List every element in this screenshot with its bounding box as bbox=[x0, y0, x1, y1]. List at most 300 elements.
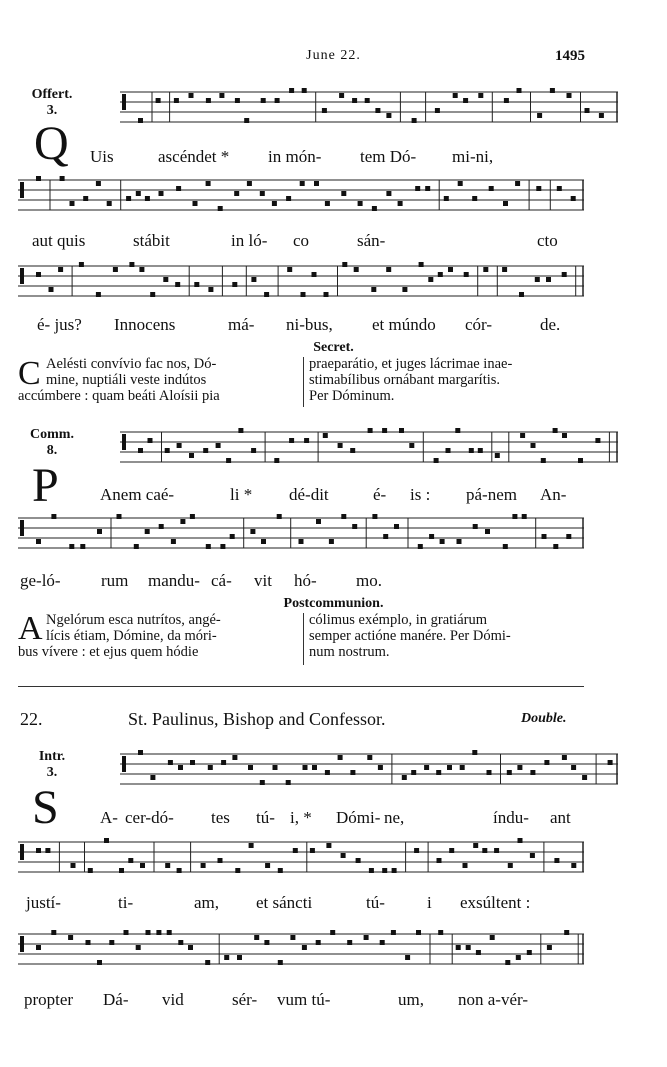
neume bbox=[124, 930, 129, 935]
neume bbox=[329, 539, 334, 544]
neume bbox=[69, 544, 74, 549]
column-divider bbox=[303, 357, 304, 407]
drop-cap-q: Q bbox=[34, 117, 69, 170]
neume bbox=[517, 765, 522, 770]
neume bbox=[402, 775, 407, 780]
neume bbox=[261, 539, 266, 544]
neume bbox=[86, 940, 91, 945]
neume bbox=[278, 868, 283, 873]
neume bbox=[289, 88, 294, 93]
clef-mark bbox=[20, 844, 24, 860]
lyric-syllable: exsúltent : bbox=[460, 893, 531, 912]
prose-line: mine, nuptiáli veste indútos bbox=[46, 372, 207, 388]
neume bbox=[244, 118, 249, 123]
postcommunion-heading: Postcommunion. bbox=[283, 596, 384, 611]
neume bbox=[156, 98, 161, 103]
prose-line: accúmbere : quam beáti Aloísii pia bbox=[18, 388, 220, 404]
neume bbox=[518, 838, 523, 843]
neume bbox=[201, 863, 206, 868]
communion-mode: 8. bbox=[46, 443, 58, 458]
neume bbox=[571, 863, 576, 868]
lyric-syllable: de. bbox=[540, 315, 561, 334]
neume bbox=[567, 93, 572, 98]
neume bbox=[537, 113, 542, 118]
neume bbox=[97, 529, 102, 534]
neume bbox=[562, 272, 567, 277]
neume bbox=[369, 868, 374, 873]
neume bbox=[237, 955, 242, 960]
chant-staff bbox=[18, 930, 584, 974]
neume bbox=[208, 765, 213, 770]
neume bbox=[398, 201, 403, 206]
neume bbox=[193, 201, 198, 206]
neume bbox=[448, 267, 453, 272]
neume bbox=[126, 196, 131, 201]
neume bbox=[36, 176, 41, 181]
drop-cap-c: C bbox=[18, 355, 41, 392]
lyric-syllable: sér- bbox=[232, 990, 258, 1009]
neume bbox=[51, 930, 56, 935]
neume bbox=[138, 448, 143, 453]
prose-line: lícis étiam, Dómine, da móri- bbox=[46, 628, 217, 644]
chant-staff bbox=[18, 176, 584, 220]
neume bbox=[409, 443, 414, 448]
lyric-syllable: co bbox=[293, 231, 310, 250]
lyric-syllable: in ló- bbox=[231, 231, 268, 250]
prose-line: Per Dóminum. bbox=[309, 388, 395, 404]
chant-staff bbox=[86, 428, 584, 472]
prose-line: bus vívere : et ejus quem hódie bbox=[18, 644, 199, 660]
neume bbox=[323, 433, 328, 438]
neume bbox=[368, 428, 373, 433]
neume bbox=[107, 201, 112, 206]
neume bbox=[424, 765, 429, 770]
neume bbox=[339, 93, 344, 98]
neume bbox=[527, 950, 532, 955]
neume bbox=[419, 262, 424, 267]
neume bbox=[136, 945, 141, 950]
neume bbox=[483, 267, 488, 272]
neume bbox=[447, 765, 452, 770]
neume bbox=[414, 848, 419, 853]
neume bbox=[274, 458, 279, 463]
neume bbox=[435, 108, 440, 113]
offertory-mode: 3. bbox=[46, 103, 58, 118]
neume bbox=[234, 191, 239, 196]
neume bbox=[411, 770, 416, 775]
neume bbox=[159, 191, 164, 196]
neume bbox=[251, 277, 256, 282]
prose-line: semper actióne manére. Per Dómi- bbox=[309, 628, 511, 644]
neume bbox=[494, 848, 499, 853]
lyric-syllable: ant bbox=[550, 808, 571, 827]
neume bbox=[358, 201, 363, 206]
neume bbox=[519, 292, 524, 297]
neume bbox=[502, 267, 507, 272]
neume bbox=[495, 453, 500, 458]
neume bbox=[582, 775, 587, 780]
neume bbox=[300, 181, 305, 186]
neume bbox=[165, 448, 170, 453]
neume bbox=[171, 539, 176, 544]
page-number: 1495 bbox=[555, 48, 585, 64]
neume bbox=[438, 272, 443, 277]
neume bbox=[325, 770, 330, 775]
neume bbox=[382, 428, 387, 433]
neume bbox=[557, 186, 562, 191]
staff-lines bbox=[86, 750, 652, 794]
neume bbox=[224, 955, 229, 960]
chant-staff bbox=[86, 88, 584, 132]
neume bbox=[489, 186, 494, 191]
lyric-syllable: pá-nem bbox=[466, 485, 517, 504]
neume bbox=[490, 935, 495, 940]
neume bbox=[438, 930, 443, 935]
neume bbox=[238, 428, 243, 433]
neume bbox=[325, 201, 330, 206]
neume bbox=[399, 428, 404, 433]
secret-heading: Secret. bbox=[313, 340, 354, 355]
lyric-syllable: má- bbox=[228, 315, 255, 334]
neume bbox=[472, 750, 477, 755]
neume bbox=[316, 519, 321, 524]
neume bbox=[503, 201, 508, 206]
neume bbox=[515, 181, 520, 186]
neume bbox=[531, 443, 536, 448]
lyric-syllable: et múndo bbox=[372, 315, 436, 334]
neume bbox=[70, 201, 75, 206]
communion-label: Comm. bbox=[30, 427, 74, 442]
lyric-syllable: mi-ni, bbox=[452, 147, 494, 166]
lyric-syllable: propter bbox=[24, 990, 74, 1009]
neume bbox=[487, 770, 492, 775]
neume bbox=[277, 514, 282, 519]
neume bbox=[206, 181, 211, 186]
prose-line: praeparátio, et juges lácrimae inae- bbox=[309, 356, 513, 372]
postcommunion-column-left bbox=[18, 612, 300, 660]
neume bbox=[221, 760, 226, 765]
neume bbox=[322, 108, 327, 113]
neume bbox=[473, 843, 478, 848]
chant-staff bbox=[18, 838, 584, 882]
neume bbox=[550, 88, 555, 93]
lyric-syllable: et sáncti bbox=[256, 893, 313, 912]
neume bbox=[286, 196, 291, 201]
neume bbox=[463, 863, 468, 868]
neume bbox=[367, 755, 372, 760]
neume bbox=[136, 191, 141, 196]
introit-label: Intr. bbox=[38, 749, 66, 764]
lyric-syllable: é- bbox=[373, 485, 387, 504]
neume bbox=[261, 98, 266, 103]
neume bbox=[472, 196, 477, 201]
neume bbox=[444, 196, 449, 201]
lyric-syllable: cto bbox=[537, 231, 558, 250]
neume bbox=[512, 514, 517, 519]
lyric-syllable: Dá- bbox=[103, 990, 129, 1009]
neume bbox=[330, 930, 335, 935]
neume bbox=[145, 529, 150, 534]
neume bbox=[140, 863, 145, 868]
neume bbox=[564, 930, 569, 935]
neume bbox=[391, 930, 396, 935]
neume bbox=[129, 262, 134, 267]
neume bbox=[36, 272, 41, 277]
lyric-syllable: vit bbox=[254, 571, 272, 590]
neume bbox=[138, 750, 143, 755]
neume bbox=[218, 858, 223, 863]
neume bbox=[341, 514, 346, 519]
lyric-syllable: tes bbox=[211, 808, 230, 827]
neume bbox=[247, 181, 252, 186]
neume bbox=[507, 770, 512, 775]
neume bbox=[418, 544, 423, 549]
neume bbox=[36, 539, 41, 544]
prose-line: stimabílibus ornábant margarítis. bbox=[309, 372, 501, 388]
neume bbox=[415, 186, 420, 191]
neume bbox=[516, 955, 521, 960]
neume bbox=[608, 760, 613, 765]
neume bbox=[303, 765, 308, 770]
neume bbox=[264, 292, 269, 297]
neume bbox=[520, 433, 525, 438]
neume bbox=[562, 433, 567, 438]
neume bbox=[138, 118, 143, 123]
lyric-syllable: vid bbox=[162, 990, 184, 1009]
neume bbox=[324, 292, 329, 297]
neume bbox=[218, 206, 223, 211]
neume bbox=[314, 181, 319, 186]
lyric-syllable: stábit bbox=[133, 231, 170, 250]
neume bbox=[428, 277, 433, 282]
neume bbox=[272, 201, 277, 206]
neume bbox=[203, 448, 208, 453]
neume bbox=[446, 448, 451, 453]
neume bbox=[299, 539, 304, 544]
drop-cap-a: A bbox=[18, 610, 43, 647]
neume bbox=[371, 287, 376, 292]
neume bbox=[453, 93, 458, 98]
neume bbox=[476, 950, 481, 955]
neume bbox=[466, 945, 471, 950]
neume bbox=[440, 539, 445, 544]
lyric-syllable: am, bbox=[194, 893, 220, 912]
neume bbox=[68, 935, 73, 940]
lyric-syllable: Dómi- bbox=[336, 808, 381, 827]
neume bbox=[190, 514, 195, 519]
neume bbox=[265, 863, 270, 868]
neume bbox=[180, 519, 185, 524]
prose-line: num nostrum. bbox=[309, 644, 390, 660]
neume bbox=[544, 760, 549, 765]
neume bbox=[96, 292, 101, 297]
lyric-syllable: índu- bbox=[493, 808, 529, 827]
neume bbox=[463, 98, 468, 103]
secret-column-right bbox=[309, 356, 587, 404]
staff-lines bbox=[18, 176, 584, 220]
neume bbox=[117, 514, 122, 519]
drop-cap-p: P bbox=[32, 459, 59, 512]
neume bbox=[595, 438, 600, 443]
feast-title: St. Paulinus, Bishop and Confessor. bbox=[128, 709, 386, 729]
neume bbox=[260, 780, 265, 785]
neume bbox=[113, 267, 118, 272]
neume bbox=[109, 940, 114, 945]
neume bbox=[168, 760, 173, 765]
neume bbox=[139, 267, 144, 272]
neume bbox=[455, 428, 460, 433]
secret-column-left bbox=[18, 356, 300, 404]
lyric-syllable: dé-dit bbox=[289, 485, 329, 504]
neume bbox=[380, 940, 385, 945]
lyric-syllable: sán- bbox=[357, 231, 386, 250]
neume bbox=[80, 544, 85, 549]
neume bbox=[302, 88, 307, 93]
neume bbox=[97, 960, 102, 965]
neume bbox=[382, 868, 387, 873]
staff-lines bbox=[86, 88, 652, 132]
staff-lines bbox=[18, 514, 584, 558]
neume bbox=[150, 775, 155, 780]
lyric-syllable: justí- bbox=[26, 893, 61, 912]
neume bbox=[304, 438, 309, 443]
neume bbox=[146, 930, 151, 935]
neume bbox=[547, 945, 552, 950]
neume bbox=[350, 448, 355, 453]
neume bbox=[326, 843, 331, 848]
neume bbox=[508, 863, 513, 868]
lyric-syllable: ne, bbox=[384, 808, 405, 827]
neume bbox=[260, 191, 265, 196]
neume bbox=[310, 848, 315, 853]
neume bbox=[530, 853, 535, 858]
neume bbox=[150, 292, 155, 297]
offertory-label: Offert. bbox=[31, 87, 73, 102]
neume bbox=[546, 277, 551, 282]
neume bbox=[36, 848, 41, 853]
neume bbox=[254, 935, 259, 940]
neume bbox=[83, 196, 88, 201]
neume bbox=[436, 770, 441, 775]
neume bbox=[457, 539, 462, 544]
lyric-syllable: vum tú- bbox=[277, 990, 331, 1009]
neume bbox=[504, 98, 509, 103]
chant-staff bbox=[18, 262, 584, 306]
neume bbox=[175, 282, 180, 287]
neume bbox=[338, 443, 343, 448]
neume bbox=[88, 868, 93, 873]
neume bbox=[45, 848, 50, 853]
neume bbox=[189, 93, 194, 98]
lyric-syllable: mo. bbox=[356, 571, 382, 590]
neume bbox=[219, 93, 224, 98]
neume bbox=[352, 98, 357, 103]
neume bbox=[165, 863, 170, 868]
neume bbox=[429, 534, 434, 539]
neume bbox=[188, 945, 193, 950]
neume bbox=[386, 191, 391, 196]
neume bbox=[341, 191, 346, 196]
neume bbox=[392, 868, 397, 873]
neume bbox=[96, 181, 101, 186]
neume bbox=[51, 514, 56, 519]
neume bbox=[372, 514, 377, 519]
neume bbox=[287, 267, 292, 272]
neume bbox=[49, 287, 54, 292]
neume bbox=[434, 458, 439, 463]
neume bbox=[478, 448, 483, 453]
lyric-syllable: é- jus? bbox=[37, 315, 82, 334]
neume bbox=[364, 935, 369, 940]
lyric-syllable: ti- bbox=[118, 893, 134, 912]
clef-mark bbox=[20, 520, 24, 536]
neume bbox=[599, 113, 604, 118]
lyric-syllable: Uis bbox=[90, 147, 114, 166]
neume bbox=[530, 770, 535, 775]
neume bbox=[230, 534, 235, 539]
neume bbox=[312, 765, 317, 770]
neume bbox=[104, 838, 109, 843]
neume bbox=[536, 186, 541, 191]
neume bbox=[301, 292, 306, 297]
neume bbox=[449, 848, 454, 853]
lyric-syllable: li * bbox=[230, 485, 253, 504]
neume bbox=[206, 98, 211, 103]
lyric-syllable: tú- bbox=[256, 808, 275, 827]
neume bbox=[458, 181, 463, 186]
clef-mark bbox=[20, 936, 24, 952]
neume bbox=[232, 282, 237, 287]
neume bbox=[145, 196, 150, 201]
lyric-syllable: A- bbox=[100, 808, 118, 827]
neume bbox=[405, 955, 410, 960]
neume bbox=[176, 186, 181, 191]
clef-mark bbox=[20, 182, 24, 198]
lyric-syllable: is : bbox=[410, 485, 431, 504]
neume bbox=[58, 267, 63, 272]
clef-mark bbox=[122, 756, 126, 772]
running-title: June 22. bbox=[306, 48, 361, 63]
staff-lines bbox=[86, 428, 652, 472]
neume bbox=[541, 458, 546, 463]
neume bbox=[79, 262, 84, 267]
neume bbox=[289, 438, 294, 443]
section-rule bbox=[18, 686, 584, 687]
lyric-syllable: ascéndet * bbox=[158, 147, 230, 166]
neume bbox=[293, 848, 298, 853]
neume bbox=[585, 108, 590, 113]
lyric-syllable: ge-ló- bbox=[20, 571, 61, 590]
neume bbox=[578, 458, 583, 463]
neume bbox=[178, 940, 183, 945]
staff-lines bbox=[18, 930, 584, 974]
clef-mark bbox=[122, 434, 126, 450]
clef-mark bbox=[122, 94, 126, 110]
drop-cap-s: S bbox=[32, 781, 59, 834]
neume bbox=[220, 544, 225, 549]
neume bbox=[338, 755, 343, 760]
neume bbox=[503, 544, 508, 549]
neume bbox=[478, 93, 483, 98]
neume bbox=[189, 453, 194, 458]
neume bbox=[535, 277, 540, 282]
neume bbox=[205, 960, 210, 965]
lyric-syllable: non a-vér- bbox=[458, 990, 528, 1009]
lyric-syllable: um, bbox=[398, 990, 424, 1009]
staff-lines bbox=[18, 262, 584, 306]
lyric-syllable: rum bbox=[101, 571, 129, 590]
staff-lines bbox=[18, 838, 584, 882]
